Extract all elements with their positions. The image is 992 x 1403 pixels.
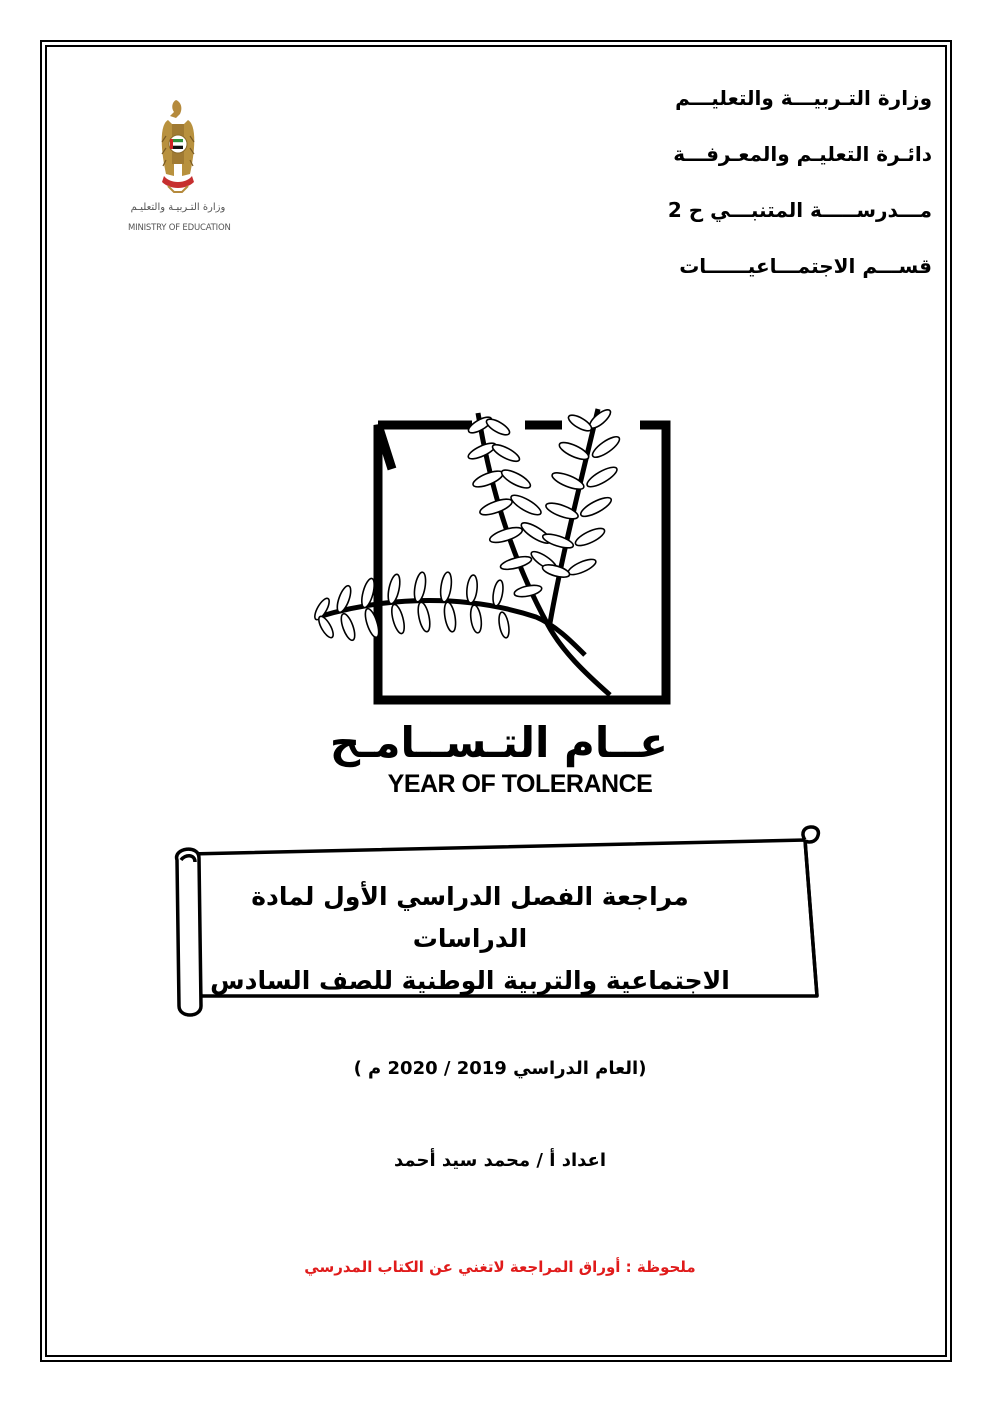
author-line: اعداد أ / محمد سيد أحمد <box>394 1150 606 1171</box>
school-name: مـــدرســـــة المتنبـــي ح 2 <box>667 198 932 222</box>
section-name: قســـم الاجتمـــاعيــــــات <box>679 254 932 278</box>
review-title <box>200 876 740 1002</box>
department-name: دائـرة التعليـم والمعـرفـــة <box>673 142 932 166</box>
header-block <box>512 80 932 304</box>
academic-year: (العام الدراسي 2019 / 2020 م ) <box>353 1058 647 1079</box>
review-title-line1: مراجعة الفصل الدراسي الأول لمادة الدراسات <box>251 882 689 953</box>
ministry-logo-arabic: وزارة التـربيـة والتعليـم <box>130 202 226 213</box>
textbook-note: ملحوظة : أوراق المراجعة لاتغني عن الكتاب المدرسي <box>304 1258 696 1276</box>
review-title-line2: الاجتماعية والتربية الوطنية للصف السادس <box>210 966 730 995</box>
ministry-logo <box>128 96 238 246</box>
ministry-logo-english: MINISTRY OF EDUCATION <box>128 223 231 233</box>
tolerance-logo-english: YEAR OF TOLERANCE <box>387 770 653 798</box>
ministry-name: وزارة التـربيـــة والتعليـــم <box>675 86 932 110</box>
emirates-falcon-emblem-icon <box>128 96 228 200</box>
tolerance-logo-arabic: عــام التـســامـح <box>329 718 668 767</box>
